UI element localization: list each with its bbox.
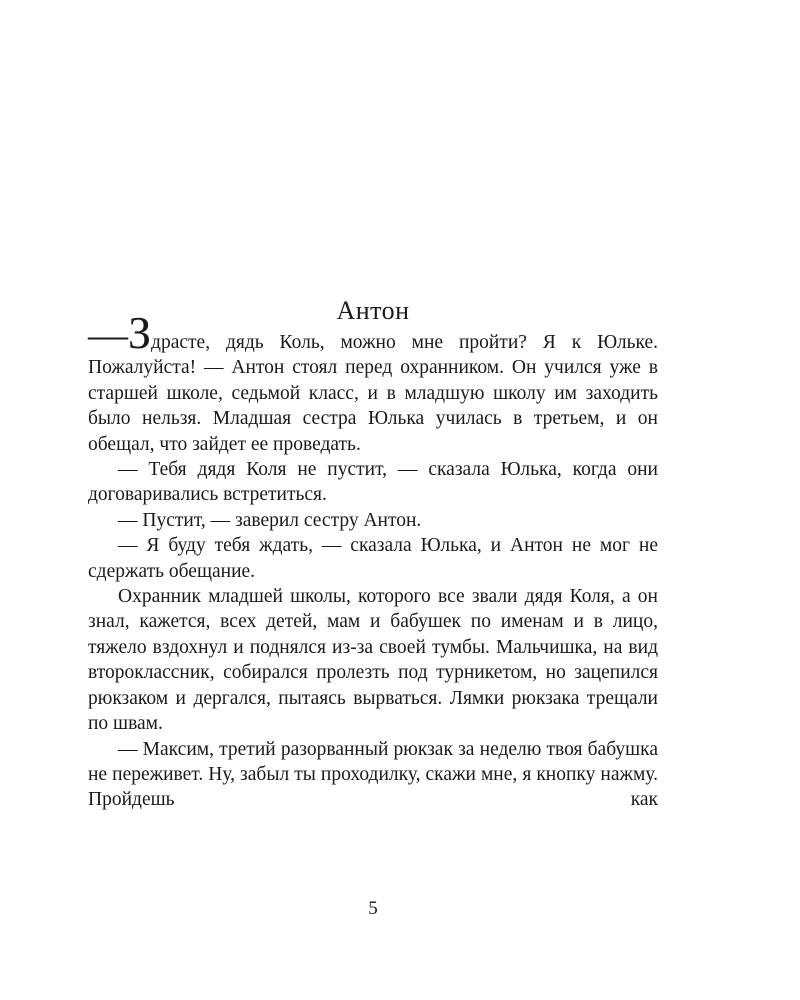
chapter-text — [88, 307, 658, 813]
paragraph-1 — [88, 307, 658, 457]
paragraph-5: Охранник младшей школы, которого все звали дядя Коля, а он знал, кажется, всех детей, мам и бабушек по именам и в лицо, тяжело вздохнул и поднялся из-за своей тумбы. Мальчишка, на вид второклассник, собирался пролезть под турникетом, но зацепился рюкзаком и дергался, пытаясь вырваться. Лямки рюкзака трещали по швам. — [88, 586, 658, 735]
page-number: 5 — [368, 898, 378, 919]
drop-cap-dash: — — [88, 312, 128, 357]
chapter-title: Антон — [336, 296, 410, 325]
drop-cap-letter: З — [128, 307, 152, 358]
paragraph-3: — Пустит, — заверил сестру Антон. — [118, 509, 422, 531]
paragraph-2: — Тебя дядя Коля не пустит, — сказала Юлька, когда они договаривались встретиться. — [88, 459, 658, 506]
paragraph-1-text: драсте, дядь Коль, можно мне пройти? Я к Юльке. Пожалуйста! — Антон стоял перед охранником. Он учился уже в старшей школе, седьмой класс, и в младшую школу им заходить было нельзя. Младшая сестра Юлька училась в третьем, и он обещал, что зайдет ее проведать. — [88, 332, 658, 455]
book-page — [88, 0, 658, 1000]
paragraph-4: — Я буду тебя ждать, — сказала Юлька, и Антон не мог не сдержать обещание. — [88, 535, 658, 582]
paragraph-6: — Максим, третий разорванный рюкзак за неделю твоя бабушка не переживет. Ну, забыл ты проходилку, скажи мне, я кнопку нажму. Пройдешь как — [88, 738, 658, 811]
